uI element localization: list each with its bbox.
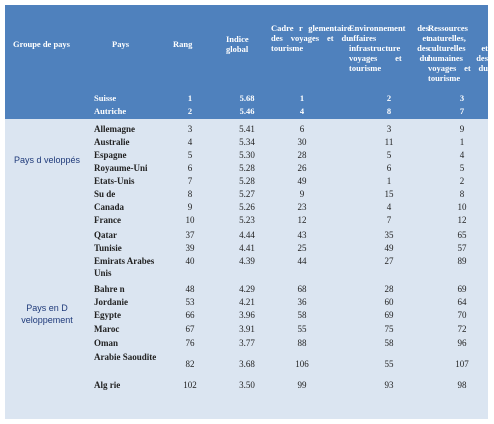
- cell-indice: 4.39: [239, 256, 255, 266]
- cell-cadre: 1: [299, 93, 305, 103]
- cell-rang: 37: [185, 230, 195, 240]
- cell-pays: Allemagne: [94, 124, 135, 134]
- cell-pays: Bahre n: [94, 284, 125, 294]
- cell-cadre: 43: [297, 230, 307, 240]
- cell-res: 12: [457, 215, 467, 225]
- group-label-developed: Pays d veloppés: [13, 155, 81, 165]
- cell-pays: Su de: [94, 189, 116, 199]
- group-label-developing: Pays en D veloppement: [21, 303, 73, 325]
- cell-pays: Qatar: [94, 230, 117, 240]
- header-env: Environnement des affaires et infrastructure des voyages et du tourisme: [349, 23, 429, 73]
- table-row: [5, 105, 488, 118]
- cell-rang: 40: [185, 256, 195, 266]
- cell-indice: 3.91: [239, 324, 255, 334]
- cell-pays: Tunisie: [94, 243, 122, 253]
- cell-cadre: 55: [297, 324, 307, 334]
- cell-pays: Jordanie: [94, 297, 129, 307]
- cell-cadre: 44: [297, 256, 307, 266]
- cell-indice: 5.26: [239, 202, 255, 212]
- cell-env: 28: [384, 284, 394, 294]
- cell-cadre: 68: [297, 284, 307, 294]
- cell-cadre: 49: [297, 176, 307, 186]
- cell-res: 72: [457, 324, 467, 334]
- table-row: [5, 283, 488, 296]
- cell-res: 3: [459, 93, 465, 103]
- cell-rang: 3: [187, 124, 193, 134]
- cell-cadre: 88: [297, 338, 307, 348]
- cell-res: 7: [459, 106, 465, 116]
- cell-res: 64: [457, 297, 467, 307]
- cell-pays: Egypte: [94, 310, 121, 320]
- cell-res: 98: [457, 380, 467, 390]
- cell-res: 107: [455, 359, 469, 369]
- cell-pays: Alg rie: [94, 380, 121, 390]
- cell-pays: Royaume-Uni: [94, 163, 148, 173]
- cell-env: 11: [384, 137, 394, 147]
- table-row: [5, 123, 488, 136]
- cell-env: 55: [384, 359, 394, 369]
- table-row: [5, 323, 488, 336]
- table-frame: [5, 5, 488, 419]
- cell-pays: Arabie Saoudite: [94, 352, 157, 362]
- cell-env: 1: [386, 176, 392, 186]
- cell-res: 5: [459, 163, 465, 173]
- cell-env: 93: [384, 380, 394, 390]
- table-row: [5, 351, 488, 377]
- cell-indice: 5.27: [239, 189, 255, 199]
- cell-rang: 7: [187, 176, 193, 186]
- cell-indice: 3.68: [239, 359, 255, 369]
- cell-cadre: 25: [297, 243, 307, 253]
- cell-indice: 5.46: [239, 106, 255, 116]
- table-row: [5, 229, 488, 242]
- table-row: [5, 175, 488, 188]
- cell-cadre: 106: [295, 359, 309, 369]
- table-row: [5, 136, 488, 149]
- header-res: Ressources naturelles, culturelles et humaines des voyages et du tourisme: [428, 23, 488, 83]
- cell-pays: Autriche: [94, 106, 127, 116]
- cell-pays: Suisse: [94, 93, 117, 103]
- cell-res: 10: [457, 202, 467, 212]
- cell-env: 69: [384, 310, 394, 320]
- cell-pays: France: [94, 215, 121, 225]
- cell-rang: 76: [185, 338, 195, 348]
- cell-cadre: 99: [297, 380, 307, 390]
- cell-res: 4: [459, 150, 465, 160]
- cell-pays: Australie: [94, 137, 130, 147]
- cell-cadre: 4: [299, 106, 305, 116]
- cell-indice: 5.28: [239, 176, 255, 186]
- cell-indice: 3.96: [239, 310, 255, 320]
- cell-rang: 4: [187, 137, 193, 147]
- table-row: [5, 149, 488, 162]
- cell-env: 75: [384, 324, 394, 334]
- table-header: [5, 5, 488, 91]
- cell-rang: 2: [187, 106, 193, 116]
- cell-env: 60: [384, 297, 394, 307]
- cell-indice: 5.34: [239, 137, 255, 147]
- cell-env: 58: [384, 338, 394, 348]
- cell-cadre: 26: [297, 163, 307, 173]
- cell-indice: 4.29: [239, 284, 255, 294]
- cell-pays: Espagne: [94, 150, 127, 160]
- cell-pays: Emirats Arabes Unis: [94, 256, 155, 278]
- cell-rang: 8: [187, 189, 193, 199]
- table-row: [5, 309, 488, 322]
- table-row: [5, 255, 488, 281]
- header-rang: Rang: [173, 39, 193, 49]
- cell-rang: 53: [185, 297, 195, 307]
- cell-env: 35: [384, 230, 394, 240]
- cell-env: 49: [384, 243, 394, 253]
- cell-cadre: 9: [299, 189, 305, 199]
- cell-rang: 102: [183, 380, 197, 390]
- cell-res: 9: [459, 124, 465, 134]
- cell-res: 70: [457, 310, 467, 320]
- cell-cadre: 28: [297, 150, 307, 160]
- cell-cadre: 12: [297, 215, 307, 225]
- cell-env: 27: [384, 256, 394, 266]
- table-row: [5, 337, 488, 350]
- cell-env: 4: [386, 202, 392, 212]
- cell-pays: Maroc: [94, 324, 120, 334]
- cell-indice: 4.41: [239, 243, 255, 253]
- cell-rang: 48: [185, 284, 195, 294]
- cell-res: 96: [457, 338, 467, 348]
- cell-env: 2: [386, 93, 392, 103]
- table-row: [5, 379, 488, 392]
- cell-cadre: 36: [297, 297, 307, 307]
- cell-indice: 5.41: [239, 124, 255, 134]
- cell-rang: 82: [185, 359, 195, 369]
- cell-rang: 67: [185, 324, 195, 334]
- header-cadre: Cadre r glementaire des voyages et du tourisme: [271, 23, 351, 53]
- header-indice: Indice global: [226, 34, 249, 54]
- cell-res: 1: [459, 137, 465, 147]
- cell-env: 15: [384, 189, 394, 199]
- cell-indice: 5.30: [239, 150, 255, 160]
- cell-pays: Oman: [94, 338, 119, 348]
- cell-rang: 5: [187, 150, 193, 160]
- cell-res: 89: [457, 256, 467, 266]
- cell-indice: 5.68: [239, 93, 255, 103]
- cell-indice: 5.28: [239, 163, 255, 173]
- cell-indice: 5.23: [239, 215, 255, 225]
- cell-env: 5: [386, 150, 392, 160]
- cell-rang: 9: [187, 202, 193, 212]
- cell-indice: 3.50: [239, 380, 255, 390]
- cell-cadre: 58: [297, 310, 307, 320]
- header-groupe: Groupe de pays: [13, 39, 70, 49]
- cell-res: 65: [457, 230, 467, 240]
- table-row: [5, 162, 488, 175]
- cell-res: 57: [457, 243, 467, 253]
- table-row: [5, 201, 488, 214]
- cell-pays: Canada: [94, 202, 125, 212]
- cell-indice: 4.44: [239, 230, 255, 240]
- cell-res: 69: [457, 284, 467, 294]
- table-row: [5, 188, 488, 201]
- leading-rows: [5, 91, 488, 119]
- cell-rang: 39: [185, 243, 195, 253]
- cell-env: 6: [386, 163, 392, 173]
- table-row: [5, 242, 488, 255]
- cell-env: 8: [386, 106, 392, 116]
- cell-cadre: 23: [297, 202, 307, 212]
- cell-cadre: 30: [297, 137, 307, 147]
- cell-env: 3: [386, 124, 392, 134]
- cell-indice: 3.77: [239, 338, 255, 348]
- cell-rang: 6: [187, 163, 193, 173]
- table-row: [5, 214, 488, 227]
- cell-res: 8: [459, 189, 465, 199]
- cell-env: 7: [386, 215, 392, 225]
- cell-rang: 1: [187, 93, 193, 103]
- cell-res: 2: [459, 176, 465, 186]
- table-row: [5, 92, 488, 105]
- cell-rang: 10: [185, 215, 195, 225]
- table-row: [5, 296, 488, 309]
- cell-cadre: 6: [299, 124, 305, 134]
- header-pays: Pays: [112, 39, 129, 49]
- cell-rang: 66: [185, 310, 195, 320]
- cell-indice: 4.21: [239, 297, 255, 307]
- cell-pays: Etats-Unis: [94, 176, 135, 186]
